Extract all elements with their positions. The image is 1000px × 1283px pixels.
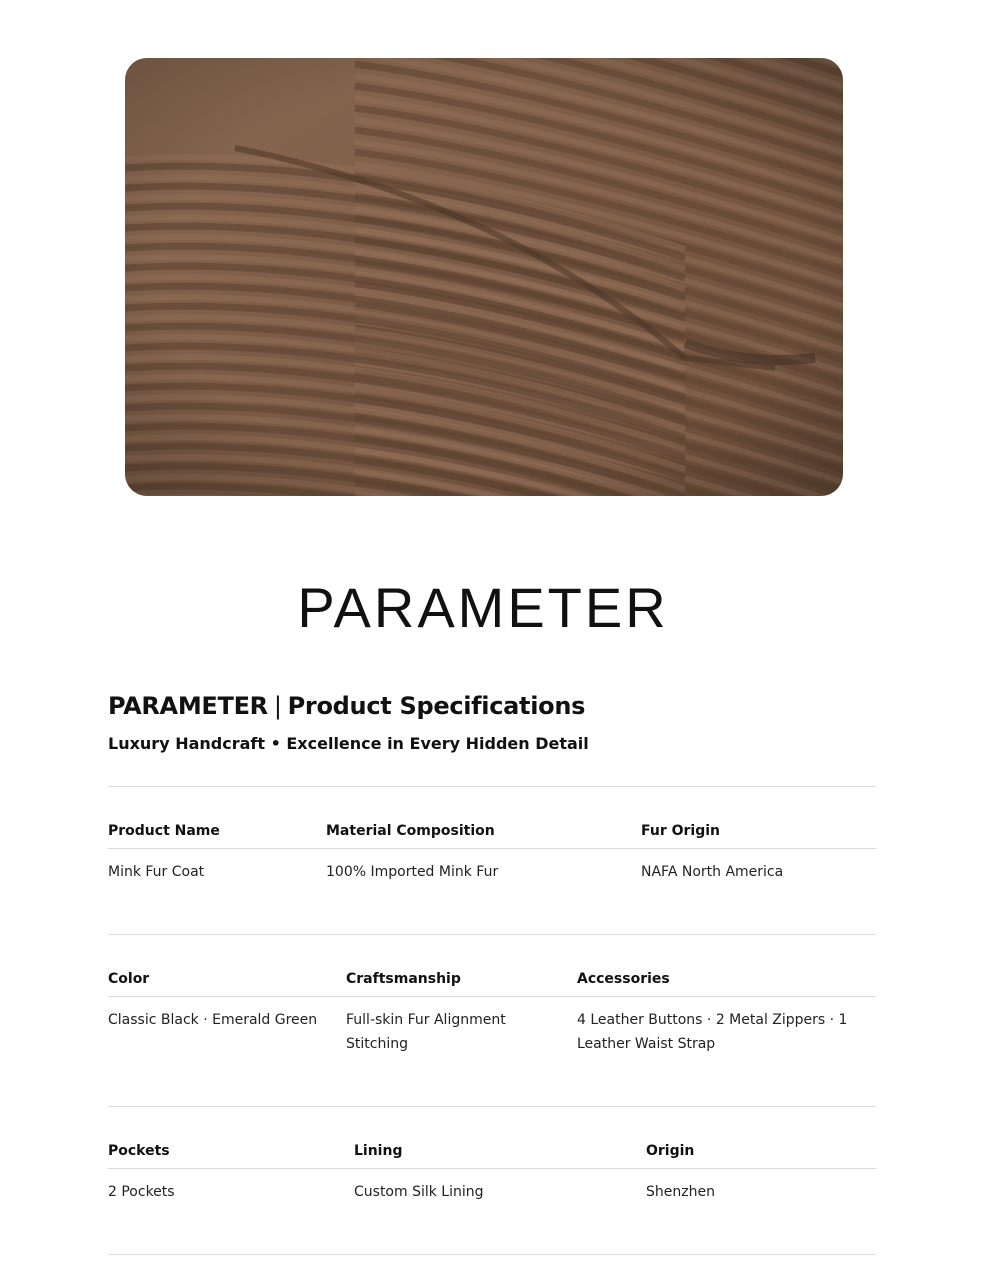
page-title: PARAMETER <box>297 576 669 639</box>
divider <box>108 786 876 787</box>
spec-label-fur-origin: Fur Origin <box>641 823 721 839</box>
spec-label-accessories: Accessories <box>577 971 670 987</box>
spec-label-lining: Lining <box>354 1143 403 1159</box>
spec-label-pockets: Pockets <box>108 1143 170 1159</box>
spec-label-product-name: Product Name <box>108 823 220 839</box>
divider <box>108 1106 876 1107</box>
spec-heading-rest: Product Specifications <box>287 692 586 720</box>
spec-heading-separator: | <box>273 692 282 720</box>
spec-value-origin: Shenzhen <box>646 1184 715 1200</box>
spec-value-fur-origin: NAFA North America <box>641 864 784 880</box>
spec-label-row <box>108 1136 876 1169</box>
spec-value-material: 100% Imported Mink Fur <box>326 864 499 880</box>
spec-value-craftsmanship-line2: Stitching <box>346 1036 408 1052</box>
spec-label-craftsmanship: Craftsmanship <box>346 971 461 987</box>
spec-label-origin: Origin <box>646 1143 695 1159</box>
divider <box>108 1254 876 1255</box>
fur-texture-image <box>125 58 843 496</box>
spec-value-craftsmanship-line1: Full-skin Fur Alignment <box>346 1012 506 1028</box>
spec-value-product-name: Mink Fur Coat <box>108 864 205 880</box>
spec-label-color: Color <box>108 971 150 987</box>
spec-heading <box>108 688 585 724</box>
spec-label-row <box>108 964 876 997</box>
divider <box>108 934 876 935</box>
spec-value-accessories-line1: 4 Leather Buttons · 2 Metal Zippers · 1 <box>577 1012 848 1028</box>
spec-heading-main: PARAMETER <box>108 692 268 720</box>
product-photo <box>125 58 843 496</box>
spec-group-1 <box>108 816 876 880</box>
spec-value-pockets: 2 Pockets <box>108 1184 175 1200</box>
spec-value-lining: Custom Silk Lining <box>354 1184 484 1200</box>
spec-value-color: Classic Black · Emerald Green <box>108 1012 318 1028</box>
spec-value-accessories-line2: Leather Waist Strap <box>577 1036 716 1052</box>
spec-group-2 <box>108 964 876 1052</box>
spec-label-material: Material Composition <box>326 823 495 839</box>
spec-group-3 <box>108 1136 876 1200</box>
spec-label-row <box>108 816 876 849</box>
spec-subtitle: Luxury Handcraft • Excellence in Every Hidden Detail <box>108 734 589 753</box>
